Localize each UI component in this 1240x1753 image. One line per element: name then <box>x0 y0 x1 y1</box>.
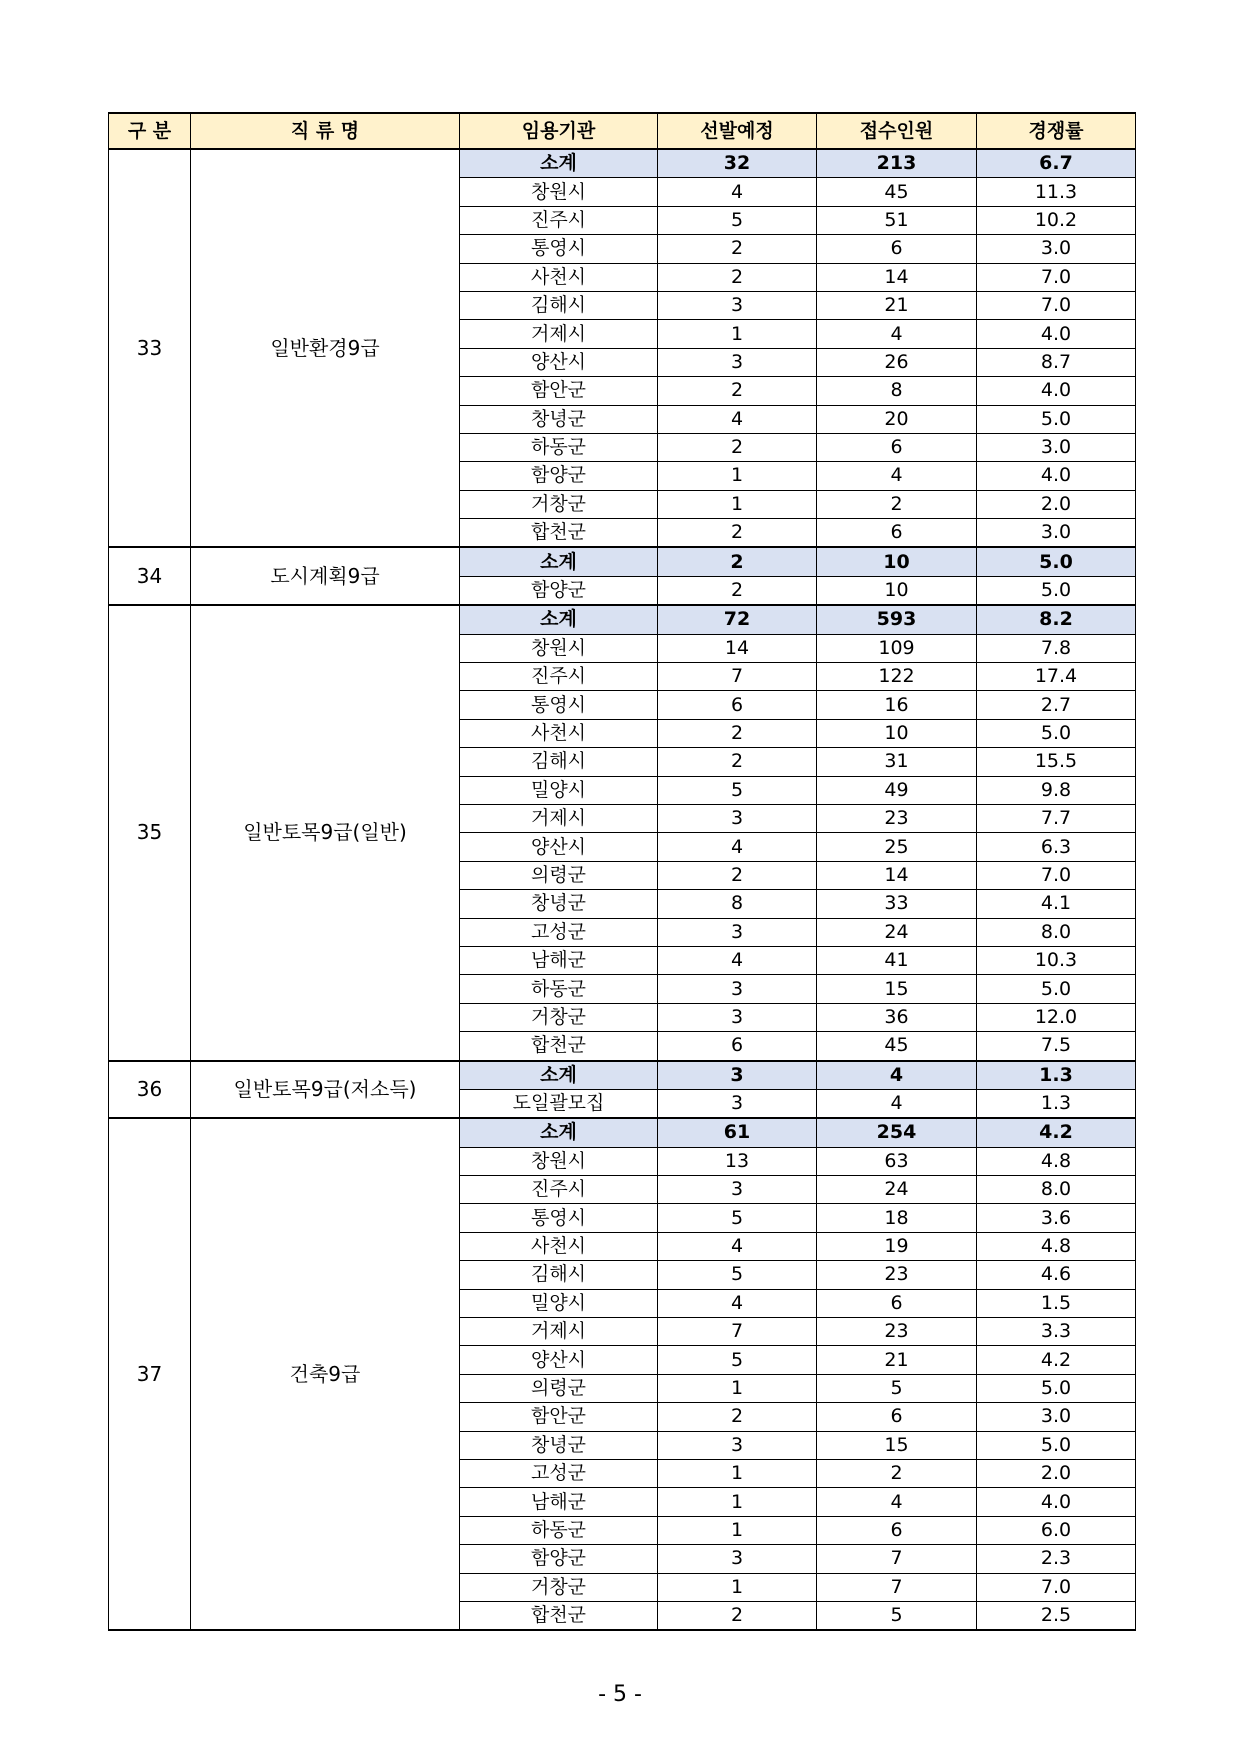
header-planned: 선발예정 <box>658 113 817 149</box>
job-series-name: 도시계획9급 <box>191 547 460 605</box>
applicants-cell: 25 <box>817 833 977 861</box>
applicants-cell: 23 <box>817 804 977 832</box>
agency-cell: 김해시 <box>460 1261 658 1289</box>
planned-cell: 4 <box>658 1289 817 1317</box>
planned-cell: 14 <box>658 634 817 662</box>
agency-cell: 창원시 <box>460 1147 658 1175</box>
planned-cell: 3 <box>658 804 817 832</box>
applicants-cell: 109 <box>817 634 977 662</box>
applicants-cell: 14 <box>817 861 977 889</box>
ratio-cell: 4.8 <box>977 1147 1136 1175</box>
agency-cell: 양산시 <box>460 1346 658 1374</box>
ratio-cell: 9.8 <box>977 776 1136 804</box>
planned-cell: 4 <box>658 178 817 206</box>
agency-cell: 통영시 <box>460 235 658 263</box>
applicants-cell: 6 <box>817 433 977 461</box>
header-category: 구 분 <box>109 113 191 149</box>
applicants-cell: 23 <box>817 1261 977 1289</box>
planned-cell: 5 <box>658 776 817 804</box>
applicants-cell: 51 <box>817 206 977 234</box>
ratio-cell: 2.3 <box>977 1545 1136 1573</box>
agency-cell: 의령군 <box>460 1374 658 1402</box>
applicants-cell: 5 <box>817 1374 977 1402</box>
agency-cell: 합천군 <box>460 1032 658 1061</box>
header-row <box>109 113 1136 149</box>
agency-cell: 김해시 <box>460 291 658 319</box>
header-applicants: 접수인원 <box>817 113 977 149</box>
agency-cell: 거창군 <box>460 490 658 518</box>
ratio-cell: 2.5 <box>977 1601 1136 1630</box>
applicants-cell: 31 <box>817 748 977 776</box>
agency-cell: 고성군 <box>460 1459 658 1487</box>
planned-cell: 3 <box>658 348 817 376</box>
agency-cell: 창녕군 <box>460 1431 658 1459</box>
planned-cell: 3 <box>658 1089 817 1118</box>
applicants-cell: 15 <box>817 1431 977 1459</box>
agency-cell: 창원시 <box>460 178 658 206</box>
planned-cell: 3 <box>658 1003 817 1031</box>
applicants-cell: 10 <box>817 576 977 605</box>
ratio-cell: 5.0 <box>977 547 1136 576</box>
planned-cell: 72 <box>658 605 817 634</box>
planned-cell: 2 <box>658 547 817 576</box>
ratio-cell: 4.0 <box>977 1488 1136 1516</box>
ratio-cell: 8.2 <box>977 605 1136 634</box>
ratio-cell: 8.0 <box>977 1176 1136 1204</box>
ratio-cell: 5.0 <box>977 1431 1136 1459</box>
ratio-cell: 1.3 <box>977 1089 1136 1118</box>
applicants-cell: 45 <box>817 178 977 206</box>
agency-cell: 진주시 <box>460 663 658 691</box>
ratio-cell: 3.0 <box>977 519 1136 548</box>
ratio-cell: 1.5 <box>977 1289 1136 1317</box>
ratio-cell: 3.6 <box>977 1204 1136 1232</box>
agency-cell: 남해군 <box>460 1488 658 1516</box>
agency-cell: 창원시 <box>460 634 658 662</box>
applicants-cell: 6 <box>817 519 977 548</box>
agency-cell: 소계 <box>460 149 658 178</box>
applicants-cell: 4 <box>817 1061 977 1090</box>
ratio-cell: 7.0 <box>977 291 1136 319</box>
planned-cell: 3 <box>658 1061 817 1090</box>
planned-cell: 4 <box>658 833 817 861</box>
planned-cell: 4 <box>658 1232 817 1260</box>
applicants-cell: 21 <box>817 291 977 319</box>
planned-cell: 3 <box>658 1545 817 1573</box>
planned-cell: 2 <box>658 263 817 291</box>
agency-cell: 양산시 <box>460 348 658 376</box>
agency-cell: 사천시 <box>460 1232 658 1260</box>
subtotal-row <box>109 1061 1136 1090</box>
applicants-cell: 36 <box>817 1003 977 1031</box>
applicants-cell: 2 <box>817 490 977 518</box>
planned-cell: 6 <box>658 691 817 719</box>
applicants-cell: 49 <box>817 776 977 804</box>
ratio-cell: 8.0 <box>977 918 1136 946</box>
ratio-cell: 2.0 <box>977 1459 1136 1487</box>
planned-cell: 5 <box>658 1261 817 1289</box>
group-number: 37 <box>109 1118 191 1630</box>
group-number: 36 <box>109 1061 191 1119</box>
agency-cell: 밀양시 <box>460 1289 658 1317</box>
applicants-cell: 7 <box>817 1573 977 1601</box>
planned-cell: 5 <box>658 1346 817 1374</box>
planned-cell: 1 <box>658 320 817 348</box>
planned-cell: 3 <box>658 291 817 319</box>
planned-cell: 2 <box>658 1403 817 1431</box>
planned-cell: 2 <box>658 519 817 548</box>
agency-cell: 통영시 <box>460 691 658 719</box>
ratio-cell: 8.7 <box>977 348 1136 376</box>
agency-cell: 도일괄모집 <box>460 1089 658 1118</box>
applicants-cell: 45 <box>817 1032 977 1061</box>
agency-cell: 하동군 <box>460 1516 658 1544</box>
applicants-cell: 41 <box>817 946 977 974</box>
applicants-cell: 122 <box>817 663 977 691</box>
applicants-cell: 8 <box>817 377 977 405</box>
planned-cell: 1 <box>658 1459 817 1487</box>
agency-cell: 소계 <box>460 605 658 634</box>
agency-cell: 남해군 <box>460 946 658 974</box>
applicants-cell: 24 <box>817 918 977 946</box>
agency-cell: 합천군 <box>460 1601 658 1630</box>
header-ratio: 경쟁률 <box>977 113 1136 149</box>
planned-cell: 3 <box>658 975 817 1003</box>
ratio-cell: 3.0 <box>977 1403 1136 1431</box>
ratio-cell: 4.6 <box>977 1261 1136 1289</box>
applicants-cell: 6 <box>817 1403 977 1431</box>
planned-cell: 2 <box>658 719 817 747</box>
planned-cell: 2 <box>658 1601 817 1630</box>
planned-cell: 7 <box>658 1318 817 1346</box>
applicants-cell: 18 <box>817 1204 977 1232</box>
job-series-name: 일반토목9급(일반) <box>191 605 460 1060</box>
agency-cell: 거제시 <box>460 804 658 832</box>
ratio-cell: 2.0 <box>977 490 1136 518</box>
applicants-cell: 2 <box>817 1459 977 1487</box>
applicants-cell: 7 <box>817 1545 977 1573</box>
agency-cell: 거창군 <box>460 1573 658 1601</box>
ratio-cell: 4.8 <box>977 1232 1136 1260</box>
agency-cell: 함안군 <box>460 1403 658 1431</box>
agency-cell: 하동군 <box>460 975 658 1003</box>
subtotal-row <box>109 1118 1136 1147</box>
planned-cell: 7 <box>658 663 817 691</box>
planned-cell: 2 <box>658 235 817 263</box>
agency-cell: 소계 <box>460 547 658 576</box>
applicants-cell: 254 <box>817 1118 977 1147</box>
agency-cell: 사천시 <box>460 263 658 291</box>
applicants-cell: 6 <box>817 235 977 263</box>
ratio-cell: 5.0 <box>977 975 1136 1003</box>
job-series-name: 일반환경9급 <box>191 149 460 547</box>
agency-cell: 밀양시 <box>460 776 658 804</box>
agency-cell: 합천군 <box>460 519 658 548</box>
header-agency: 임용기관 <box>460 113 658 149</box>
ratio-cell: 5.0 <box>977 719 1136 747</box>
applicants-cell: 26 <box>817 348 977 376</box>
planned-cell: 5 <box>658 1204 817 1232</box>
agency-cell: 양산시 <box>460 833 658 861</box>
applicants-cell: 6 <box>817 1289 977 1317</box>
planned-cell: 1 <box>658 1374 817 1402</box>
subtotal-row <box>109 547 1136 576</box>
applicants-cell: 16 <box>817 691 977 719</box>
ratio-cell: 7.0 <box>977 861 1136 889</box>
applicants-cell: 24 <box>817 1176 977 1204</box>
ratio-cell: 17.4 <box>977 663 1136 691</box>
agency-cell: 거제시 <box>460 320 658 348</box>
planned-cell: 1 <box>658 462 817 490</box>
planned-cell: 3 <box>658 1431 817 1459</box>
ratio-cell: 4.1 <box>977 890 1136 918</box>
page-number: - 5 - <box>598 1682 642 1707</box>
subtotal-row <box>109 605 1136 634</box>
planned-cell: 2 <box>658 861 817 889</box>
planned-cell: 2 <box>658 433 817 461</box>
applicants-cell: 23 <box>817 1318 977 1346</box>
header-job-series: 직 류 명 <box>191 113 460 149</box>
agency-cell: 김해시 <box>460 748 658 776</box>
ratio-cell: 4.0 <box>977 377 1136 405</box>
ratio-cell: 15.5 <box>977 748 1136 776</box>
ratio-cell: 4.0 <box>977 462 1136 490</box>
planned-cell: 5 <box>658 206 817 234</box>
agency-cell: 거창군 <box>460 1003 658 1031</box>
ratio-cell: 3.3 <box>977 1318 1136 1346</box>
agency-cell: 함양군 <box>460 576 658 605</box>
ratio-cell: 5.0 <box>977 1374 1136 1402</box>
agency-cell: 사천시 <box>460 719 658 747</box>
applicants-cell: 5 <box>817 1601 977 1630</box>
ratio-cell: 7.0 <box>977 263 1136 291</box>
ratio-cell: 4.2 <box>977 1346 1136 1374</box>
ratio-cell: 12.0 <box>977 1003 1136 1031</box>
ratio-cell: 3.0 <box>977 235 1136 263</box>
agency-cell: 창녕군 <box>460 405 658 433</box>
job-series-name: 건축9급 <box>191 1118 460 1630</box>
planned-cell: 1 <box>658 1573 817 1601</box>
agency-cell: 함안군 <box>460 377 658 405</box>
ratio-cell: 10.2 <box>977 206 1136 234</box>
applicants-cell: 4 <box>817 1488 977 1516</box>
group-number: 33 <box>109 149 191 547</box>
agency-cell: 의령군 <box>460 861 658 889</box>
ratio-cell: 5.0 <box>977 405 1136 433</box>
agency-cell: 거제시 <box>460 1318 658 1346</box>
planned-cell: 2 <box>658 576 817 605</box>
agency-cell: 진주시 <box>460 206 658 234</box>
ratio-cell: 10.3 <box>977 946 1136 974</box>
applicants-cell: 10 <box>817 547 977 576</box>
applicants-cell: 14 <box>817 263 977 291</box>
ratio-cell: 4.2 <box>977 1118 1136 1147</box>
job-series-name: 일반토목9급(저소득) <box>191 1061 460 1119</box>
recruitment-competition-table <box>108 112 1136 1631</box>
planned-cell: 8 <box>658 890 817 918</box>
planned-cell: 2 <box>658 377 817 405</box>
ratio-cell: 7.5 <box>977 1032 1136 1061</box>
agency-cell: 진주시 <box>460 1176 658 1204</box>
agency-cell: 소계 <box>460 1118 658 1147</box>
planned-cell: 3 <box>658 1176 817 1204</box>
applicants-cell: 20 <box>817 405 977 433</box>
agency-cell: 고성군 <box>460 918 658 946</box>
ratio-cell: 6.0 <box>977 1516 1136 1544</box>
planned-cell: 4 <box>658 405 817 433</box>
ratio-cell: 5.0 <box>977 576 1136 605</box>
planned-cell: 61 <box>658 1118 817 1147</box>
planned-cell: 2 <box>658 748 817 776</box>
applicants-cell: 15 <box>817 975 977 1003</box>
group-number: 34 <box>109 547 191 605</box>
planned-cell: 3 <box>658 918 817 946</box>
agency-cell: 함양군 <box>460 462 658 490</box>
applicants-cell: 63 <box>817 1147 977 1175</box>
ratio-cell: 6.7 <box>977 149 1136 178</box>
agency-cell: 함양군 <box>460 1545 658 1573</box>
planned-cell: 1 <box>658 1516 817 1544</box>
agency-cell: 통영시 <box>460 1204 658 1232</box>
applicants-cell: 4 <box>817 1089 977 1118</box>
applicants-cell: 4 <box>817 462 977 490</box>
group-number: 35 <box>109 605 191 1060</box>
applicants-cell: 19 <box>817 1232 977 1260</box>
applicants-cell: 10 <box>817 719 977 747</box>
applicants-cell: 21 <box>817 1346 977 1374</box>
ratio-cell: 6.3 <box>977 833 1136 861</box>
planned-cell: 6 <box>658 1032 817 1061</box>
agency-cell: 하동군 <box>460 433 658 461</box>
ratio-cell: 7.7 <box>977 804 1136 832</box>
subtotal-row <box>109 149 1136 178</box>
applicants-cell: 593 <box>817 605 977 634</box>
agency-cell: 소계 <box>460 1061 658 1090</box>
planned-cell: 4 <box>658 946 817 974</box>
ratio-cell: 3.0 <box>977 433 1136 461</box>
applicants-cell: 213 <box>817 149 977 178</box>
ratio-cell: 11.3 <box>977 178 1136 206</box>
ratio-cell: 7.8 <box>977 634 1136 662</box>
ratio-cell: 1.3 <box>977 1061 1136 1090</box>
applicants-cell: 6 <box>817 1516 977 1544</box>
planned-cell: 1 <box>658 1488 817 1516</box>
ratio-cell: 4.0 <box>977 320 1136 348</box>
planned-cell: 13 <box>658 1147 817 1175</box>
applicants-cell: 4 <box>817 320 977 348</box>
planned-cell: 1 <box>658 490 817 518</box>
agency-cell: 창녕군 <box>460 890 658 918</box>
ratio-cell: 2.7 <box>977 691 1136 719</box>
ratio-cell: 7.0 <box>977 1573 1136 1601</box>
planned-cell: 32 <box>658 149 817 178</box>
applicants-cell: 33 <box>817 890 977 918</box>
